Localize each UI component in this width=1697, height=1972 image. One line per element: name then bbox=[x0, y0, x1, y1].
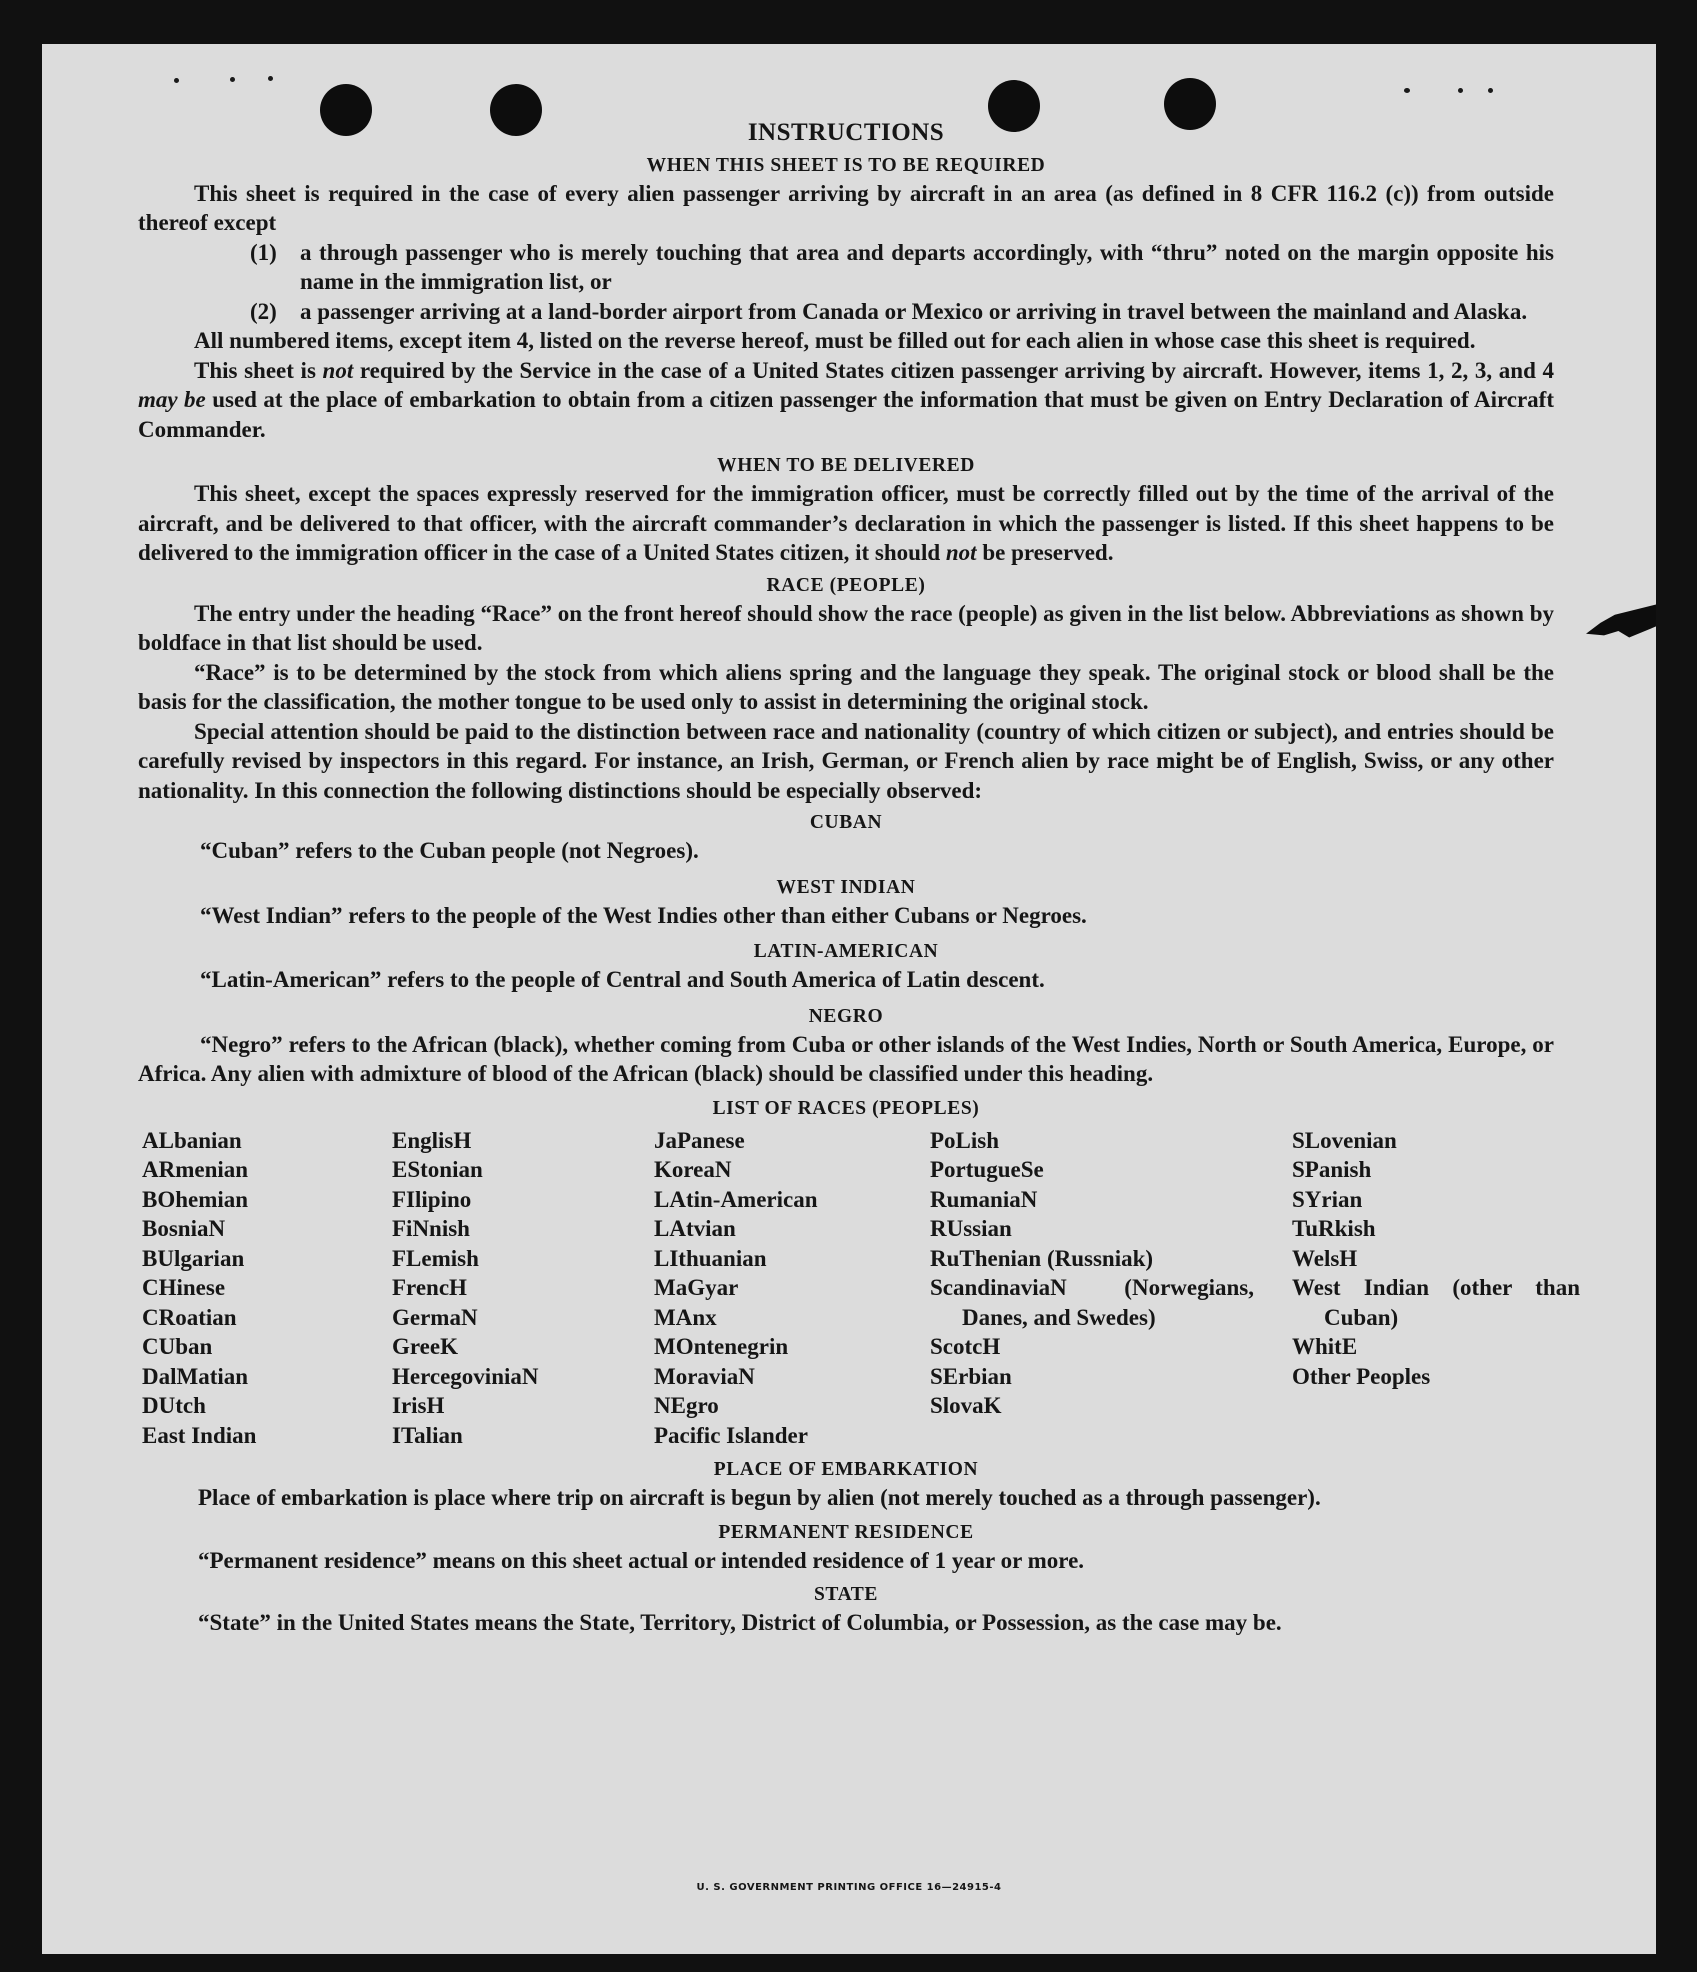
race-entry: JaPanese bbox=[654, 1127, 745, 1153]
race-entry: BosniaN bbox=[142, 1216, 226, 1241]
race-entry: LAtin-American bbox=[654, 1186, 818, 1212]
speck bbox=[174, 78, 179, 83]
race-entry: SYrian bbox=[1292, 1186, 1363, 1212]
race-entry: WelsH bbox=[1292, 1245, 1358, 1271]
race-entry: RuThenian (Russniak) bbox=[930, 1245, 1154, 1271]
race-entry: DUtch bbox=[142, 1393, 206, 1418]
heading-west-indian: WEST INDIAN bbox=[776, 876, 916, 898]
citizen-text-maybe: may be bbox=[138, 387, 206, 412]
race-column-3 bbox=[654, 1126, 930, 1451]
citizen-text-b: required by the Service in the case of a United States citizen passenger arriving by aircraft. However, items 1, 2, 3, and 4 bbox=[353, 357, 1554, 383]
numbered-items-paragraph: All numbered items, except item 4, listed on the reverse hereof, must be filled out for each alien in whose case this sheet is required. bbox=[194, 328, 1476, 353]
race-entry: Other Peoples bbox=[1292, 1363, 1431, 1389]
race-entry: MAnx bbox=[654, 1304, 717, 1330]
race-entry: DalMatian bbox=[142, 1363, 249, 1389]
race-entry: LIthuanian bbox=[654, 1245, 767, 1271]
citizen-text-not: not bbox=[322, 357, 354, 383]
race-entry: MOntenegrin bbox=[654, 1334, 789, 1359]
race-entry: PoLish bbox=[930, 1127, 1000, 1153]
race-entry: West Indian (other than Cuban) bbox=[1292, 1275, 1580, 1330]
race-paragraph-2: “Race” is to be determined by the stock from which aliens spring and the language they speak. The original stock or blood shall be the basis for the classification, the mother tongue to be used only to assist in determining the original stock. bbox=[138, 659, 1554, 714]
race-column-2 bbox=[392, 1126, 654, 1451]
race-column-5 bbox=[1292, 1126, 1580, 1451]
exception-item bbox=[250, 297, 1554, 327]
exception-item bbox=[250, 238, 1554, 297]
race-entry: CUban bbox=[142, 1334, 213, 1359]
residence-paragraph: “Permanent residence” means on this sheet actual or intended residence of 1 year or more. bbox=[198, 1547, 1085, 1573]
race-entry: NEgro bbox=[654, 1393, 719, 1418]
race-entry: ITalian bbox=[392, 1422, 463, 1448]
race-entry: GermaN bbox=[392, 1304, 478, 1330]
heading-when-delivered: WHEN TO BE DELIVERED bbox=[717, 455, 975, 476]
race-entry: KoreaN bbox=[654, 1157, 732, 1182]
exception-number: (1) bbox=[250, 239, 277, 265]
race-entry: SErbian bbox=[930, 1363, 1012, 1389]
race-entry: BUlgarian bbox=[142, 1245, 245, 1271]
citizen-paragraph bbox=[138, 356, 1554, 445]
heading-cuban: CUBAN bbox=[809, 812, 883, 833]
cuban-paragraph: “Cuban” refers to the Cuban people (not Negroes). bbox=[200, 838, 699, 863]
race-entry: LAtvian bbox=[654, 1216, 736, 1241]
race-entry: IrisH bbox=[392, 1393, 445, 1418]
speck bbox=[1458, 88, 1463, 93]
race-entry: WhitE bbox=[1292, 1334, 1358, 1359]
race-entry: Pacific Islander bbox=[654, 1422, 808, 1448]
exception-text: a passenger arriving at a land-border airport from Canada or Mexico or arriving in travel between the mainland and Alaska. bbox=[300, 298, 1528, 324]
race-entry: SLovenian bbox=[1292, 1127, 1397, 1153]
citizen-text-a: This sheet is bbox=[194, 357, 323, 383]
delivered-text-not: not bbox=[945, 540, 977, 565]
race-paragraph-3: Special attention should be paid to the distinction between race and nationality (country of which citizen or subject), and entries should be carefully revised by inspectors in this regard. For instance, an Irish, German, or French alien by race might be of English, Swiss, or any other nationality. In this connection the following distinctions should be especially observed: bbox=[138, 718, 1554, 803]
heading-permanent-residence: PERMANENT RESIDENCE bbox=[718, 1521, 974, 1543]
speck bbox=[230, 77, 235, 82]
speck bbox=[1404, 88, 1410, 93]
latin-american-paragraph: “Latin-American” refers to the people of Central and South America of Latin descent. bbox=[200, 967, 1045, 992]
race-entry: TuRkish bbox=[1292, 1216, 1376, 1241]
delivered-paragraph bbox=[138, 479, 1554, 568]
race-entry: FLemish bbox=[392, 1245, 479, 1271]
race-column-1 bbox=[138, 1126, 392, 1451]
race-entry: ScotcH bbox=[930, 1334, 1001, 1359]
race-entry: RumaniaN bbox=[930, 1186, 1038, 1212]
race-list bbox=[138, 1126, 1580, 1451]
race-entry: BOhemian bbox=[142, 1186, 249, 1212]
race-entry: PortugueSe bbox=[930, 1157, 1044, 1182]
state-paragraph: “State” in the United States means the State, Territory, District of Columbia, or Possession, as the case may be. bbox=[198, 1610, 1282, 1635]
speck bbox=[268, 76, 273, 81]
heading-state: STATE bbox=[813, 1584, 879, 1605]
document-sheet bbox=[42, 44, 1656, 1954]
west-indian-paragraph: “West Indian” refers to the people of the West Indies other than either Cubans or Negroes. bbox=[200, 902, 1087, 928]
race-entry: FrencH bbox=[392, 1275, 467, 1300]
race-entry: FiNnish bbox=[392, 1216, 470, 1241]
race-entry: CRoatian bbox=[142, 1304, 237, 1330]
race-entry: EStonian bbox=[392, 1157, 483, 1182]
race-entry: MoraviaN bbox=[654, 1363, 755, 1389]
embarkation-paragraph: Place of embarkation is place where trip on aircraft is begun by alien (not merely touched as a through passenger). bbox=[198, 1485, 1321, 1510]
instructions-body bbox=[138, 114, 1580, 1638]
heading-place-of-embarkation: PLACE OF EMBARKATION bbox=[713, 1459, 979, 1480]
heading-latin-american: LATIN-AMERICAN bbox=[753, 941, 939, 962]
heading-race: RACE (PEOPLE) bbox=[766, 574, 926, 596]
race-entry: ScandinaviaN (Norwegians, Danes, and Swedes) bbox=[930, 1275, 1254, 1330]
speck bbox=[1488, 88, 1493, 93]
intro-paragraph: This sheet is required in the case of every alien passenger arriving by aircraft in an area (as defined in 8 CFR 116.2 (c)) from outside thereof except bbox=[138, 180, 1554, 235]
race-entry: CHinese bbox=[142, 1275, 226, 1300]
race-entry: East Indian bbox=[142, 1422, 257, 1448]
citizen-text-c: used at the place of embarkation to obtain from a citizen passenger the information that must be given on Entry Declaration of Aircraft Commander. bbox=[138, 387, 1554, 442]
race-entry: ALbanian bbox=[142, 1127, 242, 1153]
negro-paragraph: “Negro” refers to the African (black), whether coming from Cuba or other islands of the West Indies, North or South America, Europe, or Africa. Any alien with admixture of blood of the African (black) should be classified under this heading. bbox=[138, 1031, 1554, 1086]
race-entry: ARmenian bbox=[142, 1157, 249, 1182]
exception-text: a through passenger who is merely touching that area and departs accordingly, with “thru” noted on the margin opposite his name in the immigration list, or bbox=[300, 239, 1554, 294]
printing-office-footer: U. S. GOVERNMENT PRINTING OFFICE 16—24915-4 bbox=[696, 1882, 1002, 1893]
race-entry: SlovaK bbox=[930, 1393, 1002, 1418]
race-entry: SPanish bbox=[1292, 1157, 1372, 1182]
page-title: INSTRUCTIONS bbox=[747, 119, 945, 146]
heading-negro: NEGRO bbox=[808, 1005, 884, 1027]
race-column-4 bbox=[930, 1126, 1292, 1451]
race-entry: EnglisH bbox=[392, 1127, 472, 1153]
heading-list-of-races: LIST OF RACES (PEOPLES) bbox=[712, 1097, 980, 1119]
race-entry: FIlipino bbox=[392, 1186, 472, 1212]
race-entry: HercegoviniaN bbox=[392, 1363, 539, 1389]
exception-number: (2) bbox=[250, 298, 277, 324]
paper-tear bbox=[1586, 604, 1656, 658]
heading-when-required: WHEN THIS SHEET IS TO BE REQUIRED bbox=[646, 154, 1046, 176]
race-entry: GreeK bbox=[392, 1334, 458, 1359]
race-entry: MaGyar bbox=[654, 1275, 739, 1300]
delivered-text-a: This sheet, except the spaces expressly reserved for the immigration officer, must be correctly filled out by the time of the arrival of the aircraft, and be delivered to that officer, with the aircraft commander’s declaration in which the passenger is listed. If this sheet happens to be delivered to the immigration officer in the case of a United States citizen, it should bbox=[138, 481, 1554, 565]
race-entry: RUssian bbox=[930, 1216, 1012, 1241]
delivered-text-b: be preserved. bbox=[976, 540, 1114, 565]
race-paragraph-1: The entry under the heading “Race” on the front hereof should show the race (people) as given in the list below. Abbreviations as shown by boldface in that list should be used. bbox=[138, 600, 1554, 655]
